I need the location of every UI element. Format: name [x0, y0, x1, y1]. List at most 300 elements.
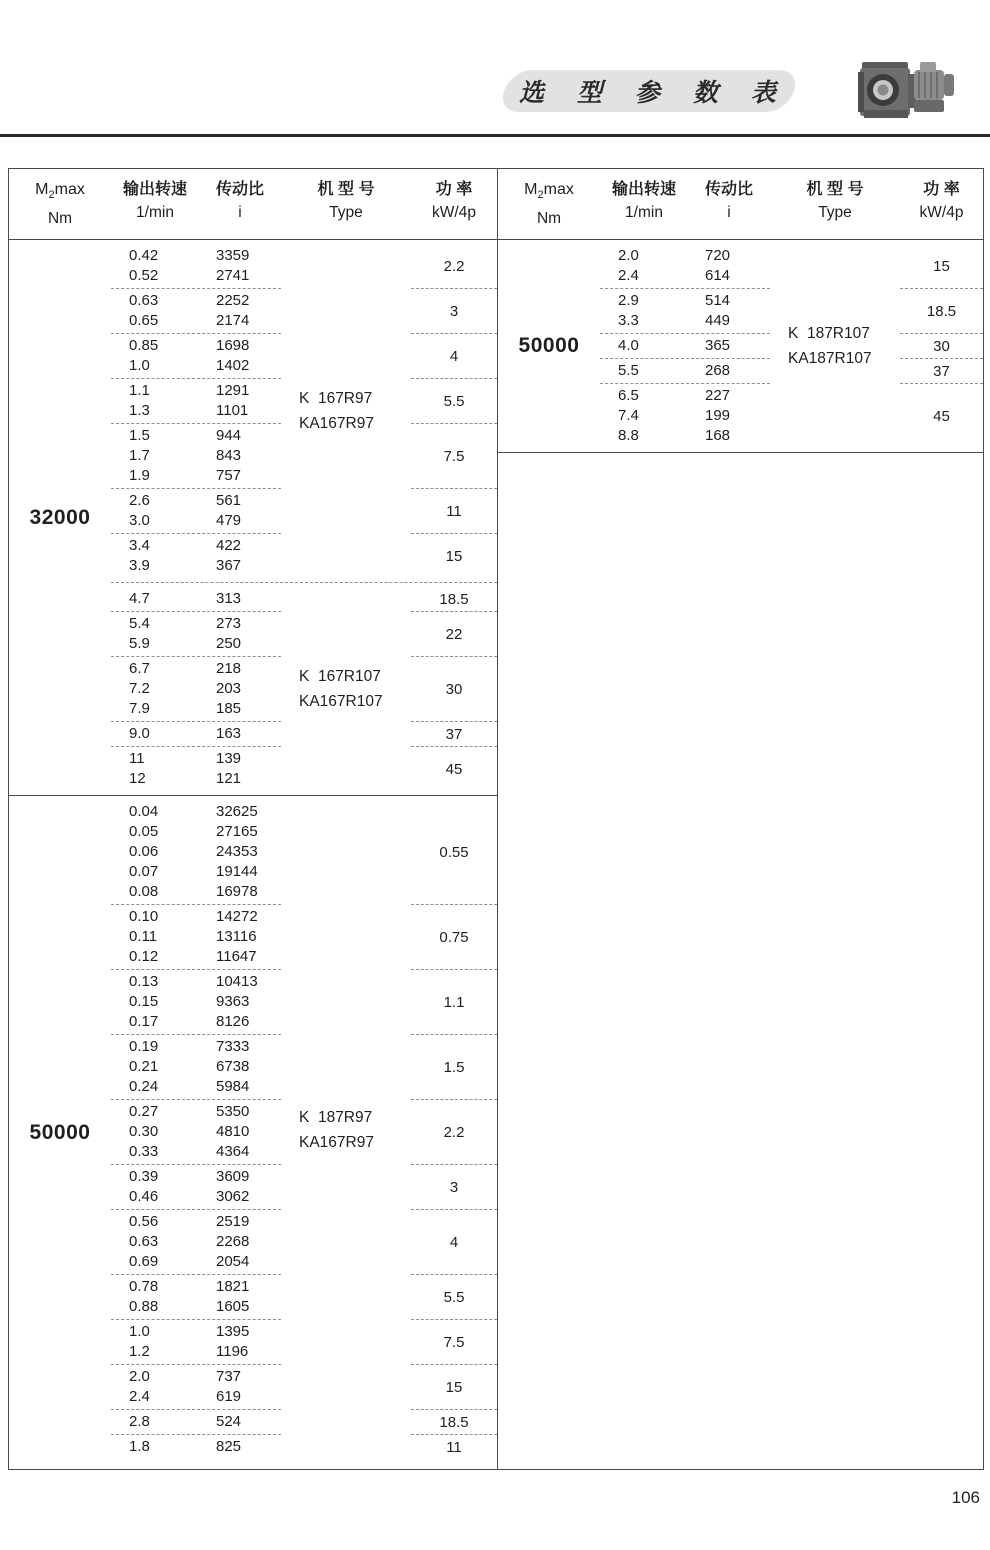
torque-symbol-sub: 2	[48, 189, 55, 202]
power-value: 45	[933, 407, 950, 425]
ratio-value: 3609	[216, 1168, 250, 1186]
speed-value: 0.88	[129, 1298, 159, 1316]
m2max-value: 50000	[518, 334, 580, 358]
power-value: 45	[445, 760, 463, 778]
speed-ratio-cell	[600, 244, 770, 288]
speed-value: 3.0	[129, 512, 150, 530]
speed-value: 2.6	[129, 492, 150, 510]
torque-symbol	[9, 178, 111, 207]
ratio-value: 4364	[216, 1143, 250, 1161]
speed-ratio-cell	[111, 423, 281, 488]
table-row	[111, 659, 281, 679]
speed-value: 8.8	[618, 427, 639, 445]
speed-value: 1.1	[129, 382, 150, 400]
col-header-power	[900, 178, 983, 231]
ratio-value: 218	[216, 660, 242, 678]
torque-symbol-m: M	[35, 181, 49, 198]
table-row	[111, 699, 281, 719]
table-row	[111, 381, 281, 401]
speed-value: 0.24	[129, 1078, 159, 1096]
power-value: 37	[445, 725, 463, 743]
ratio-value: 2268	[216, 1233, 250, 1251]
ratio-value: 163	[216, 725, 242, 743]
ratio-value: 1605	[216, 1298, 250, 1316]
power-cell	[900, 383, 983, 448]
power-value: 4	[449, 1233, 459, 1251]
ratio-value: 479	[216, 512, 242, 530]
power-cell	[411, 1434, 497, 1459]
power-value: 3	[449, 1178, 459, 1196]
table-row	[111, 266, 281, 286]
speed-ratio-cell	[111, 1164, 281, 1209]
ratio-value: 32625	[216, 803, 258, 821]
ratio-value: 561	[216, 492, 242, 510]
power-value: 7.5	[443, 447, 465, 465]
table-row	[111, 1277, 281, 1297]
speed-ratio-cell	[600, 358, 770, 383]
ratio-value: 27165	[216, 823, 258, 841]
torque-symbol-m: M	[524, 181, 538, 198]
ratio-value: 422	[216, 537, 242, 555]
power-cell	[411, 533, 497, 578]
ratio-value: 11647	[216, 948, 257, 966]
speed-value: 0.85	[129, 337, 159, 355]
table-row	[600, 426, 770, 446]
speed-value: 7.9	[129, 700, 150, 718]
speed-ratio-cell	[111, 1034, 281, 1099]
speed-value: 0.69	[129, 1253, 159, 1271]
table-row	[111, 1012, 281, 1032]
speed-value: 2.0	[129, 1368, 150, 1386]
power-cell	[411, 288, 497, 333]
col-header-speed	[600, 178, 688, 231]
table-row	[111, 1122, 281, 1142]
speed-ratio-cell	[111, 1209, 281, 1274]
table-row	[111, 972, 281, 992]
speed-ratio-cell	[111, 533, 281, 578]
speed-ratio-cell	[111, 746, 281, 791]
col-header-torque	[498, 178, 600, 231]
speed-value: 0.07	[129, 863, 159, 881]
table-body-left	[9, 240, 497, 1469]
speed-value: 0.78	[129, 1278, 159, 1296]
ratio-unit: i	[238, 204, 242, 221]
ratio-value: 843	[216, 447, 242, 465]
speed-ratio-cell	[111, 721, 281, 746]
speed-value: 0.46	[129, 1188, 159, 1206]
table-row	[111, 822, 281, 842]
ratio-value: 1821	[216, 1278, 250, 1296]
power-cell	[900, 358, 983, 383]
power-value: 1.5	[443, 1058, 465, 1076]
table-row	[111, 927, 281, 947]
type-designation	[281, 796, 411, 1463]
ratio-value: 227	[705, 387, 731, 405]
power-cell	[411, 1364, 497, 1409]
ratio-value: 2519	[216, 1213, 250, 1231]
title-banner	[497, 70, 801, 112]
ratio-value: 449	[705, 312, 731, 330]
power-label: 功 率	[435, 181, 473, 198]
table-row	[111, 336, 281, 356]
speed-unit: 1/min	[136, 204, 174, 221]
power-cell	[900, 333, 983, 358]
power-cell	[411, 587, 497, 611]
table-row	[111, 614, 281, 634]
ratio-value: 944	[216, 427, 242, 445]
ratio-value: 1402	[216, 357, 250, 375]
ratio-value: 13116	[216, 928, 257, 946]
type-label-cn: 机 型 号	[317, 181, 375, 198]
speed-ratio-cell	[111, 611, 281, 656]
ratio-value: 3359	[216, 247, 250, 265]
type-section	[600, 240, 983, 452]
table-row	[111, 907, 281, 927]
ratio-value: 737	[216, 1368, 242, 1386]
type-label-en: Type	[329, 204, 363, 221]
torque-symbol	[498, 178, 600, 207]
ratio-value: 365	[705, 337, 731, 355]
speed-value: 0.04	[129, 803, 159, 821]
speed-value: 0.19	[129, 1038, 159, 1056]
table-row	[600, 406, 770, 426]
speed-ratio-cell	[111, 800, 281, 904]
table-row	[111, 842, 281, 862]
ratio-value: 1196	[216, 1343, 249, 1361]
ratio-unit: i	[727, 204, 731, 221]
ratio-value: 514	[705, 292, 731, 310]
table-row	[111, 511, 281, 531]
power-cell	[411, 800, 497, 904]
type-designation	[281, 583, 411, 795]
power-value: 5.5	[443, 1288, 465, 1306]
table-row	[111, 311, 281, 331]
table-row	[111, 749, 281, 769]
speed-value: 0.08	[129, 883, 159, 901]
header-rule	[0, 134, 990, 137]
type-line: KA167R97	[299, 415, 374, 433]
m2max-block	[498, 240, 983, 453]
speed-ratio-cell	[111, 288, 281, 333]
speed-value: 0.13	[129, 973, 159, 991]
table-row	[111, 947, 281, 967]
speed-value: 3.3	[618, 312, 639, 330]
power-value: 18.5	[926, 302, 957, 320]
speed-value: 0.12	[129, 948, 159, 966]
ratio-value: 273	[216, 615, 242, 633]
type-label-cn: 机 型 号	[806, 181, 864, 198]
type-designation	[770, 240, 900, 452]
speed-value: 7.4	[618, 407, 639, 425]
type-line: KA167R97	[299, 1133, 374, 1151]
power-value: 22	[445, 625, 463, 643]
speed-ratio-cell	[111, 1319, 281, 1364]
speed-ratio-cell	[111, 969, 281, 1034]
table-row	[111, 724, 281, 744]
power-value: 30	[933, 337, 950, 355]
speed-value: 3.4	[129, 537, 150, 555]
ratio-label: 传动比	[215, 181, 264, 198]
speed-value: 1.0	[129, 1323, 150, 1341]
ratio-value: 367	[216, 557, 242, 575]
ratio-value: 7333	[216, 1038, 250, 1056]
table-row	[111, 1212, 281, 1232]
ratio-value: 203	[216, 680, 242, 698]
ratio-value: 2174	[216, 312, 250, 330]
table-row	[111, 536, 281, 556]
col-header-power	[411, 178, 497, 231]
speed-value: 1.5	[129, 427, 150, 445]
power-value: 15	[933, 257, 950, 275]
power-cell	[411, 611, 497, 656]
speed-value: 0.05	[129, 823, 159, 841]
ratio-value: 619	[216, 1388, 242, 1406]
table-row	[600, 291, 770, 311]
speed-value: 0.15	[129, 993, 159, 1011]
table-row	[111, 246, 281, 266]
table-row	[600, 246, 770, 266]
ratio-value: 5984	[216, 1078, 250, 1096]
speed-value: 2.4	[129, 1388, 150, 1406]
table-row	[111, 1167, 281, 1187]
power-value: 2.2	[443, 1123, 465, 1141]
speed-value: 2.0	[618, 247, 639, 265]
speed-value: 1.3	[129, 402, 150, 420]
power-cell	[411, 378, 497, 423]
ratio-value: 4810	[216, 1123, 250, 1141]
table-row	[111, 1232, 281, 1252]
power-value: 7.5	[443, 1333, 465, 1351]
page-number: 106	[951, 1488, 980, 1507]
power-value: 18.5	[439, 1413, 469, 1431]
ratio-value: 757	[216, 467, 242, 485]
ratio-value: 250	[216, 635, 242, 653]
speed-value: 4.7	[129, 590, 150, 608]
type-designation	[281, 240, 411, 582]
speed-value: 0.21	[129, 1058, 159, 1076]
power-cell	[411, 244, 497, 288]
col-header-torque	[9, 178, 111, 231]
table-row	[111, 634, 281, 654]
power-cell	[411, 969, 497, 1034]
ratio-value: 614	[705, 267, 731, 285]
ratio-value: 199	[705, 407, 731, 425]
ratio-label: 传动比	[704, 181, 753, 198]
table-row	[111, 802, 281, 822]
power-value: 1.1	[443, 993, 465, 1011]
speed-value: 11	[129, 750, 145, 768]
speed-value: 0.33	[129, 1143, 159, 1161]
speed-label: 输出转速	[122, 181, 187, 198]
power-cell	[900, 288, 983, 333]
table-row	[111, 1142, 281, 1162]
speed-value: 7.2	[129, 680, 150, 698]
table-row	[111, 356, 281, 376]
power-value: 18.5	[439, 590, 469, 608]
table-row	[600, 361, 770, 381]
table-row	[600, 266, 770, 286]
table-row	[111, 992, 281, 1012]
power-cell	[411, 1274, 497, 1319]
table-row	[111, 1387, 281, 1407]
power-cell	[411, 1034, 497, 1099]
gearbox-photo	[856, 50, 960, 126]
speed-value: 1.0	[129, 357, 150, 375]
ratio-value: 24353	[216, 843, 258, 861]
power-value: 4	[449, 347, 459, 365]
torque-unit: Nm	[536, 210, 562, 228]
speed-value: 1.9	[129, 467, 150, 485]
table-row	[111, 1077, 281, 1097]
ratio-value: 10413	[216, 973, 258, 991]
table-row	[111, 589, 281, 609]
speed-value: 0.11	[129, 928, 158, 946]
speed-value: 6.5	[618, 387, 639, 405]
power-cell	[411, 1209, 497, 1274]
speed-value: 0.63	[129, 1233, 159, 1251]
power-cell	[411, 721, 497, 746]
table-row	[111, 1187, 281, 1207]
speed-value: 2.9	[618, 292, 639, 310]
ratio-value: 1698	[216, 337, 250, 355]
speed-value: 0.56	[129, 1213, 159, 1231]
table-row	[111, 446, 281, 466]
ratio-value: 2054	[216, 1253, 250, 1271]
type-line: K 187R107	[788, 325, 870, 343]
ratio-value: 185	[216, 700, 242, 718]
speed-ratio-cell	[111, 587, 281, 611]
power-cell	[411, 333, 497, 378]
speed-ratio-cell	[111, 378, 281, 423]
power-value: 0.55	[439, 843, 469, 861]
table-row	[111, 401, 281, 421]
power-value: 0.75	[439, 928, 469, 946]
table-right-half	[498, 169, 983, 1469]
table-row	[111, 491, 281, 511]
power-cell	[411, 1099, 497, 1164]
speed-value: 0.10	[129, 908, 159, 926]
type-line: K 187R97	[299, 1108, 373, 1126]
ratio-value: 14272	[216, 908, 258, 926]
table-row	[111, 1037, 281, 1057]
power-value: 37	[933, 362, 950, 380]
type-line: K 167R97	[299, 390, 373, 408]
speed-value: 0.30	[129, 1123, 159, 1141]
speed-value: 3.9	[129, 557, 150, 575]
type-section	[111, 582, 497, 795]
power-cell	[411, 904, 497, 969]
table-body-right	[498, 240, 983, 1469]
col-header-ratio	[199, 178, 281, 231]
speed-value: 0.27	[129, 1103, 159, 1121]
speed-value: 1.2	[129, 1343, 150, 1361]
table-row	[111, 1367, 281, 1387]
speed-ratio-cell	[600, 288, 770, 333]
power-value: 2.2	[443, 257, 465, 275]
speed-value: 0.63	[129, 292, 159, 310]
ratio-value: 5350	[216, 1103, 250, 1121]
table-row	[111, 862, 281, 882]
sections	[600, 240, 983, 452]
power-value: 5.5	[443, 392, 465, 410]
table-row	[600, 386, 770, 406]
speed-value: 1.8	[129, 1438, 150, 1456]
table-left-half	[9, 169, 498, 1469]
speed-value: 1.7	[129, 447, 150, 465]
power-value: 30	[445, 680, 463, 698]
speed-value: 0.65	[129, 312, 159, 330]
power-cell	[411, 1319, 497, 1364]
power-cell	[411, 488, 497, 533]
ratio-value: 3062	[216, 1188, 250, 1206]
speed-ratio-cell	[111, 656, 281, 721]
ratio-value: 19144	[216, 863, 258, 881]
power-cell	[411, 656, 497, 721]
speed-ratio-cell	[111, 1364, 281, 1409]
speed-ratio-cell	[111, 1434, 281, 1459]
table-row	[111, 679, 281, 699]
ratio-value: 8126	[216, 1013, 250, 1031]
table-row	[111, 882, 281, 902]
table-header-left	[9, 169, 497, 240]
power-cell	[411, 1409, 497, 1434]
ratio-value: 1101	[216, 402, 249, 420]
sections	[111, 796, 497, 1469]
table-row	[600, 336, 770, 356]
table-row	[111, 1102, 281, 1122]
torque-unit: Nm	[47, 210, 73, 228]
speed-ratio-cell	[111, 244, 281, 288]
speed-value: 4.0	[618, 337, 639, 355]
type-line: KA187R107	[788, 350, 872, 368]
speed-value: 2.4	[618, 267, 639, 285]
ratio-value: 720	[705, 247, 731, 265]
type-label-en: Type	[818, 204, 852, 221]
ratio-value: 9363	[216, 993, 250, 1011]
torque-symbol-sub: 2	[537, 189, 544, 202]
table-row	[111, 1412, 281, 1432]
table-row	[111, 1322, 281, 1342]
m2max-block	[9, 240, 497, 795]
power-cell	[900, 244, 983, 288]
ratio-value: 268	[705, 362, 731, 380]
power-value: 11	[446, 502, 462, 520]
power-value: 15	[445, 547, 463, 565]
ratio-value: 524	[216, 1413, 242, 1431]
page-title: 选 型 参 数 表	[519, 79, 789, 107]
ratio-value: 139	[216, 750, 242, 768]
ratio-value: 121	[216, 770, 242, 788]
speed-ratio-cell	[600, 383, 770, 448]
speed-value: 2.8	[129, 1413, 150, 1431]
selection-table	[8, 168, 984, 1470]
col-header-type	[281, 178, 411, 231]
table-row	[111, 1252, 281, 1272]
ratio-value: 825	[216, 1438, 242, 1456]
type-line: KA167R107	[299, 693, 383, 711]
power-value: 11	[446, 1438, 462, 1456]
power-label: 功 率	[923, 181, 960, 198]
speed-value: 5.5	[618, 362, 639, 380]
speed-value: 0.39	[129, 1168, 159, 1186]
ratio-value: 1395	[216, 1323, 250, 1341]
table-row	[111, 1297, 281, 1317]
sections	[111, 240, 497, 795]
ratio-value: 1291	[216, 382, 250, 400]
table-row	[111, 556, 281, 576]
speed-value: 12	[129, 770, 146, 788]
m2max-value: 50000	[29, 1120, 91, 1144]
